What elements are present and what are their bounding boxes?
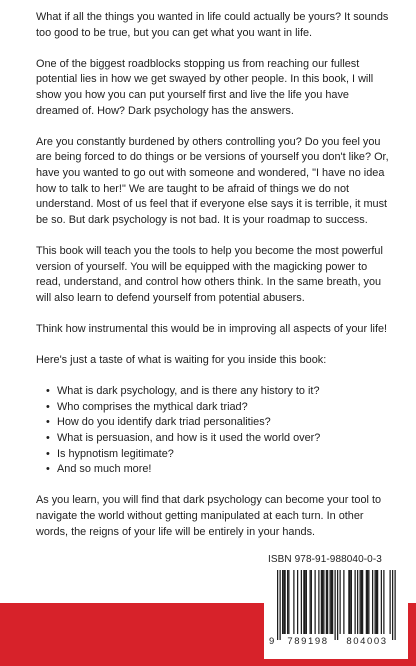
paragraph-intro: What if all the things you wanted in life could actually be yours? It sounds too good to be true, but you can get what you want in life.	[36, 11, 389, 39]
barcode-bar	[372, 570, 373, 634]
isbn-label: ISBN 978-91-988040-0-3	[268, 554, 382, 565]
barcode-bar	[337, 570, 338, 640]
barcode-bar	[362, 570, 363, 634]
barcode-bar	[348, 570, 349, 634]
paragraph-burdened: Are you constantly burdened by others controlling you? Do you feel you are being forced to do things or be versions of yourself you don't like? Or, have you wanted to go out with someone and wondered, "I have no idea how to talk to her!" We are taught to be afraid of things we do not understand. Most of us feel that if everyone else says it is terrible, it must be so. But dark psychology is not bad. It is your roadmap to success.	[36, 135, 389, 226]
barcode-left-digits: 789198	[287, 636, 329, 646]
barcode-bar	[360, 570, 361, 634]
barcode-bar	[377, 570, 378, 634]
barcode-bar	[392, 570, 393, 640]
blurb	[36, 10, 392, 556]
barcode-bar	[311, 570, 312, 634]
list-item: • How do you identify dark triad personalities?	[46, 415, 392, 431]
barcode-bar	[368, 570, 369, 634]
barcode-bar	[330, 570, 331, 634]
barcode-bar	[340, 570, 341, 634]
barcode-bar	[303, 570, 304, 634]
paragraph-closing: As you learn, you will find that dark psychology can become your tool to navigate the world without getting manipulated at each turn. In other words, the reigns of your life will be entirely in your hands.	[36, 494, 382, 538]
list-item: • What is persuasion, and how is it used the world over?	[46, 431, 392, 447]
barcode-bar	[282, 570, 283, 634]
paragraph-tools: This book will teach you the tools to help you become the most powerful version of yourself. You will be equipped with the magicking power to read, understand, and control how others think. In the same breath, you will also learn to defend yourself from potential abusers.	[36, 244, 383, 304]
barcode-bar	[285, 570, 286, 634]
barcode-bar	[357, 570, 358, 634]
barcode-bar	[381, 570, 382, 634]
barcode-bar	[297, 570, 298, 634]
barcode-bar	[361, 570, 362, 634]
barcode-bar	[355, 570, 356, 634]
barcode-bar	[327, 570, 328, 634]
paragraph-instrumental: Think how instrumental this would be in improving all aspects of your life!	[36, 322, 388, 335]
barcode-bar	[395, 570, 396, 640]
barcode-bar	[323, 570, 324, 634]
barcode-bar	[383, 570, 384, 634]
barcode-icon	[267, 570, 405, 646]
barcode-bars	[277, 570, 396, 640]
barcode-bar	[301, 570, 302, 634]
barcode-bar	[322, 570, 323, 634]
barcode-right-digits: 804003	[346, 636, 388, 646]
barcode-bar	[287, 570, 288, 634]
barcode-bar	[351, 570, 352, 634]
barcode-bar	[306, 570, 307, 634]
barcode-bar	[318, 570, 319, 634]
barcode-bar	[321, 570, 322, 634]
barcode-bar	[335, 570, 336, 640]
barcode-bar	[375, 570, 376, 634]
barcode-bar	[326, 570, 327, 634]
barcode-bar	[315, 570, 316, 634]
barcode-bar	[283, 570, 284, 634]
barcode-bar	[366, 570, 367, 634]
barcode-bar	[305, 570, 306, 634]
barcode-bar	[331, 570, 332, 634]
barcode-bar	[310, 570, 311, 634]
list-item: • Who comprises the mythical dark triad?	[46, 400, 392, 416]
barcode-bar	[367, 570, 368, 634]
barcode-bar	[277, 570, 278, 640]
barcode-bar	[376, 570, 377, 634]
barcode-bar	[350, 570, 351, 634]
barcode-bar	[280, 570, 281, 640]
list-item: • Is hypnotism legitimate?	[46, 447, 392, 463]
barcode-bar	[390, 570, 391, 634]
paragraph-taste: Here's just a taste of what is waiting for you inside this book:	[36, 354, 327, 367]
barcode-bar	[293, 570, 294, 634]
bullet-list	[36, 384, 392, 478]
paragraph-roadblocks: One of the biggest roadblocks stopping us from reaching our fullest potential lies in how we get swayed by other people. In this book, I will show you how you can put yourself first and live the life you have dreamed of. How? Dark psychology has the answers.	[36, 57, 374, 117]
list-item: • What is dark psychology, and is there any history to it?	[46, 384, 392, 400]
barcode-bar	[332, 570, 333, 634]
barcode-bar	[288, 570, 289, 634]
barcode-bar	[343, 570, 344, 634]
isbn-barcode-box	[264, 551, 408, 659]
list-item: • And so much more!	[46, 462, 392, 478]
barcode-lead-digit: 9	[269, 636, 275, 646]
